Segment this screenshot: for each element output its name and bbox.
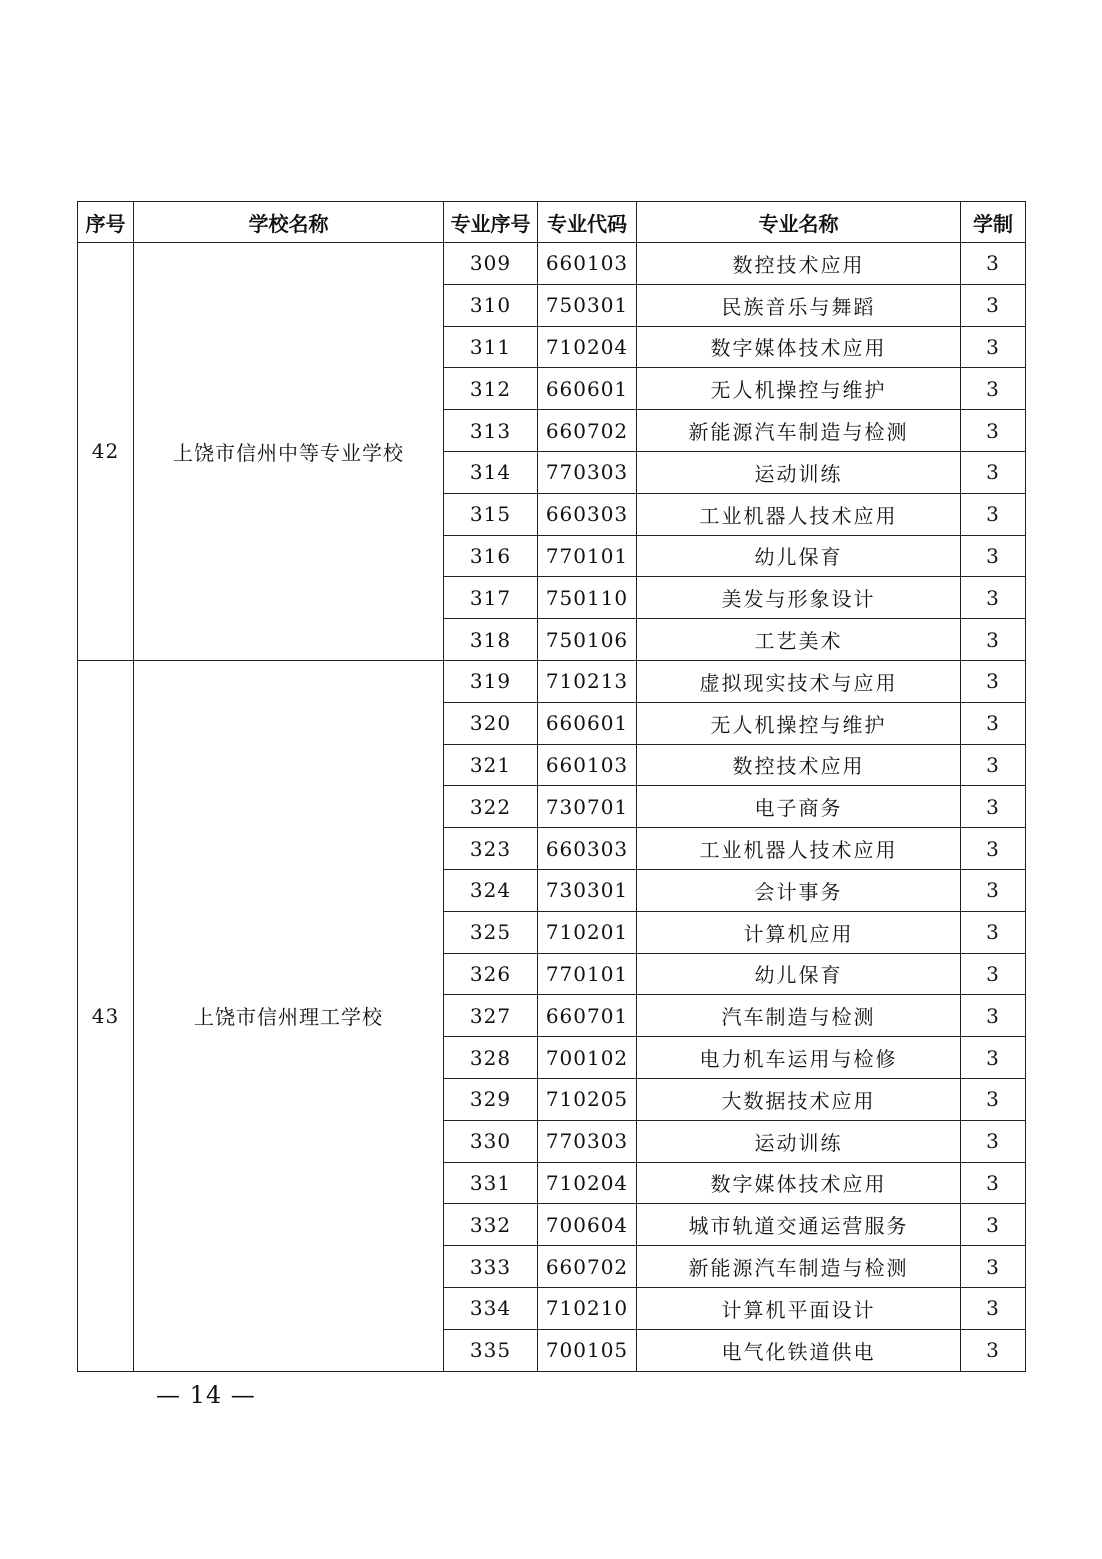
major-seq: 323 — [444, 828, 538, 870]
major-code: 770303 — [538, 451, 637, 493]
school-index: 43 — [78, 660, 134, 1371]
major-duration: 3 — [961, 535, 1026, 577]
major-duration: 3 — [961, 744, 1026, 786]
major-seq: 312 — [444, 368, 538, 410]
major-seq: 320 — [444, 702, 538, 744]
major-code: 770303 — [538, 1120, 637, 1162]
major-seq: 328 — [444, 1037, 538, 1079]
major-seq: 317 — [444, 577, 538, 619]
header-row — [78, 202, 1026, 243]
major-seq: 329 — [444, 1078, 538, 1120]
major-seq: 321 — [444, 744, 538, 786]
major-name: 数字媒体技术应用 — [637, 326, 961, 368]
major-duration: 3 — [961, 1162, 1026, 1204]
header-duration: 学制 — [961, 202, 1026, 243]
major-duration: 3 — [961, 243, 1026, 285]
majors-table — [77, 201, 1026, 1372]
major-name: 电子商务 — [637, 786, 961, 828]
major-code: 750301 — [538, 284, 637, 326]
major-seq: 311 — [444, 326, 538, 368]
major-seq: 333 — [444, 1246, 538, 1288]
major-seq: 330 — [444, 1120, 538, 1162]
major-duration: 3 — [961, 786, 1026, 828]
major-duration: 3 — [961, 1120, 1026, 1162]
major-name: 运动训练 — [637, 1120, 961, 1162]
major-name: 新能源汽车制造与检测 — [637, 410, 961, 452]
major-seq: 331 — [444, 1162, 538, 1204]
major-seq: 326 — [444, 953, 538, 995]
major-code: 660303 — [538, 828, 637, 870]
major-name: 美发与形象设计 — [637, 577, 961, 619]
major-code: 710204 — [538, 1162, 637, 1204]
major-code: 700105 — [538, 1329, 637, 1371]
header-school-name: 学校名称 — [134, 202, 444, 243]
major-code: 660601 — [538, 702, 637, 744]
major-code: 710205 — [538, 1078, 637, 1120]
major-duration: 3 — [961, 493, 1026, 535]
major-seq: 318 — [444, 619, 538, 661]
major-duration: 3 — [961, 451, 1026, 493]
major-name: 计算机平面设计 — [637, 1287, 961, 1329]
header-major-code: 专业代码 — [538, 202, 637, 243]
major-name: 工艺美术 — [637, 619, 961, 661]
major-duration: 3 — [961, 660, 1026, 702]
major-name: 工业机器人技术应用 — [637, 828, 961, 870]
major-duration: 3 — [961, 953, 1026, 995]
major-name: 无人机操控与维护 — [637, 368, 961, 410]
major-name: 幼儿保育 — [637, 535, 961, 577]
header-major-seq: 专业序号 — [444, 202, 538, 243]
major-seq: 310 — [444, 284, 538, 326]
major-code: 660103 — [538, 744, 637, 786]
major-duration: 3 — [961, 995, 1026, 1037]
school-name: 上饶市信州理工学校 — [134, 660, 444, 1371]
major-seq: 314 — [444, 451, 538, 493]
major-code: 660303 — [538, 493, 637, 535]
table-row — [78, 660, 1026, 702]
major-duration: 3 — [961, 702, 1026, 744]
major-code: 770101 — [538, 535, 637, 577]
major-code: 660601 — [538, 368, 637, 410]
major-code: 710213 — [538, 660, 637, 702]
major-seq: 325 — [444, 911, 538, 953]
major-seq: 319 — [444, 660, 538, 702]
major-duration: 3 — [961, 911, 1026, 953]
major-name: 电力机车运用与检修 — [637, 1037, 961, 1079]
major-code: 710204 — [538, 326, 637, 368]
major-duration: 3 — [961, 869, 1026, 911]
major-name: 幼儿保育 — [637, 953, 961, 995]
major-duration: 3 — [961, 1329, 1026, 1371]
major-code: 660702 — [538, 410, 637, 452]
major-code: 750106 — [538, 619, 637, 661]
major-name: 会计事务 — [637, 869, 961, 911]
major-code: 700604 — [538, 1204, 637, 1246]
major-duration: 3 — [961, 1204, 1026, 1246]
major-seq: 334 — [444, 1287, 538, 1329]
major-name: 无人机操控与维护 — [637, 702, 961, 744]
major-duration: 3 — [961, 410, 1026, 452]
header-index: 序号 — [78, 202, 134, 243]
major-duration: 3 — [961, 1246, 1026, 1288]
major-name: 汽车制造与检测 — [637, 995, 961, 1037]
major-code: 660702 — [538, 1246, 637, 1288]
major-duration: 3 — [961, 1078, 1026, 1120]
major-name: 计算机应用 — [637, 911, 961, 953]
major-name: 数控技术应用 — [637, 243, 961, 285]
major-duration: 3 — [961, 619, 1026, 661]
major-duration: 3 — [961, 326, 1026, 368]
major-name: 新能源汽车制造与检测 — [637, 1246, 961, 1288]
major-duration: 3 — [961, 828, 1026, 870]
major-duration: 3 — [961, 1037, 1026, 1079]
major-seq: 322 — [444, 786, 538, 828]
major-seq: 327 — [444, 995, 538, 1037]
major-duration: 3 — [961, 368, 1026, 410]
major-name: 民族音乐与舞蹈 — [637, 284, 961, 326]
major-code: 660103 — [538, 243, 637, 285]
major-name: 虚拟现实技术与应用 — [637, 660, 961, 702]
major-name: 城市轨道交通运营服务 — [637, 1204, 961, 1246]
major-name: 电气化铁道供电 — [637, 1329, 961, 1371]
major-code: 730701 — [538, 786, 637, 828]
major-code: 730301 — [538, 869, 637, 911]
table-body — [78, 243, 1026, 1372]
page-number: — 14 — — [156, 1381, 256, 1409]
major-seq: 309 — [444, 243, 538, 285]
major-seq: 324 — [444, 869, 538, 911]
major-code: 750110 — [538, 577, 637, 619]
major-name: 数字媒体技术应用 — [637, 1162, 961, 1204]
major-seq: 315 — [444, 493, 538, 535]
major-seq: 316 — [444, 535, 538, 577]
major-seq: 335 — [444, 1329, 538, 1371]
major-code: 710201 — [538, 911, 637, 953]
school-name: 上饶市信州中等专业学校 — [134, 243, 444, 661]
major-code: 770101 — [538, 953, 637, 995]
major-code: 710210 — [538, 1287, 637, 1329]
school-index: 42 — [78, 243, 134, 661]
major-name: 大数据技术应用 — [637, 1078, 961, 1120]
major-seq: 313 — [444, 410, 538, 452]
major-name: 数控技术应用 — [637, 744, 961, 786]
major-duration: 3 — [961, 1287, 1026, 1329]
major-code: 660701 — [538, 995, 637, 1037]
major-code: 700102 — [538, 1037, 637, 1079]
header-major-name: 专业名称 — [637, 202, 961, 243]
major-duration: 3 — [961, 284, 1026, 326]
major-name: 工业机器人技术应用 — [637, 493, 961, 535]
table-row — [78, 243, 1026, 285]
major-name: 运动训练 — [637, 451, 961, 493]
major-duration: 3 — [961, 577, 1026, 619]
major-seq: 332 — [444, 1204, 538, 1246]
